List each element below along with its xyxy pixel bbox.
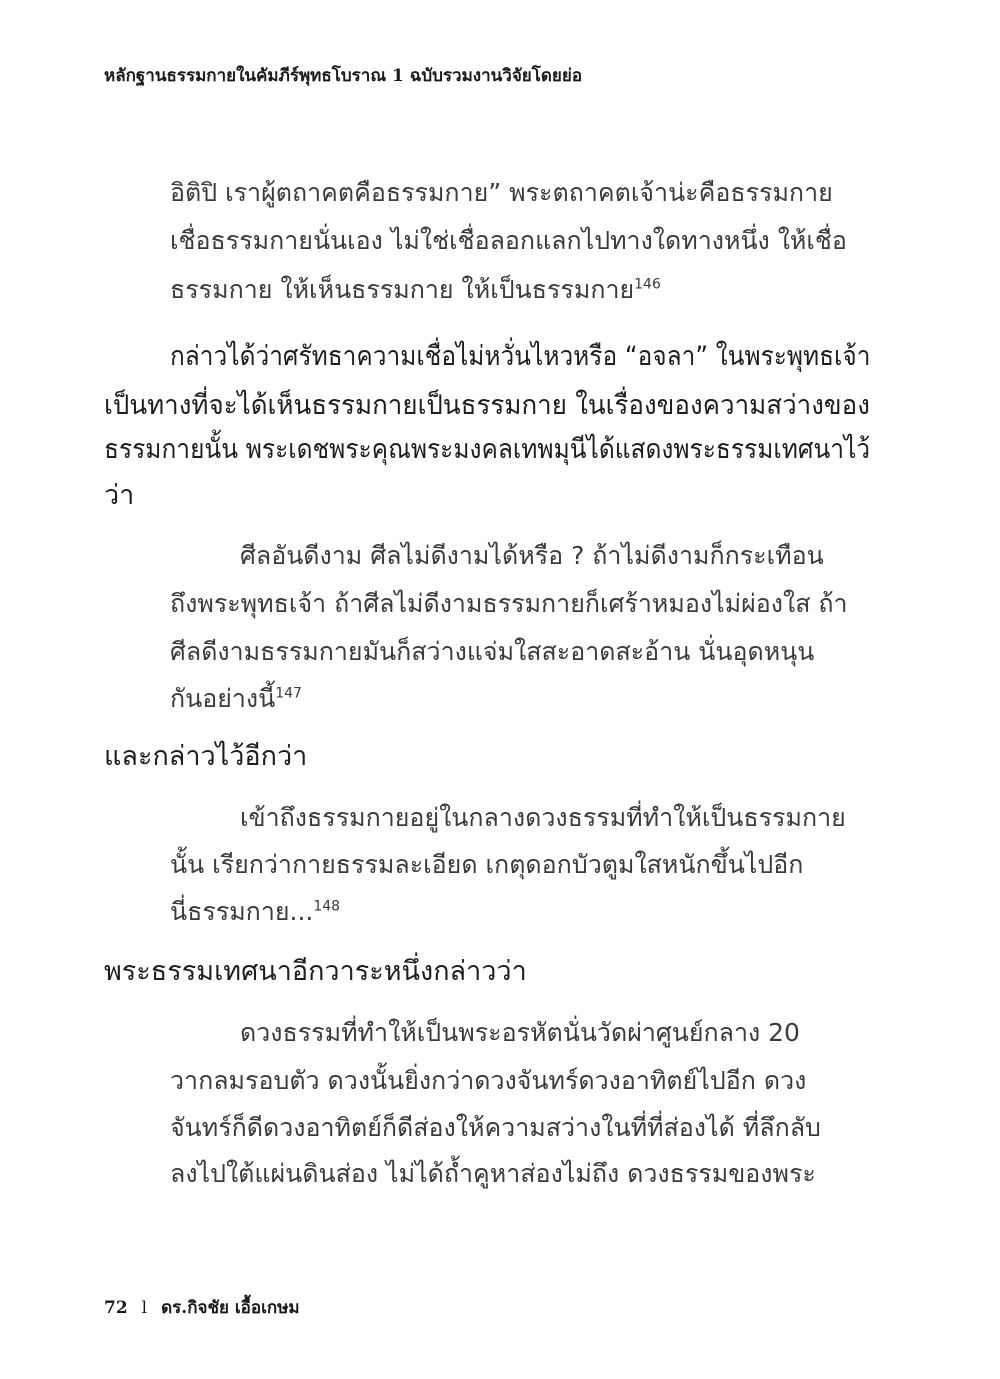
body-line: ว่า [104, 480, 135, 511]
quote-line: จันทร์ก็ดีดวงอาทิตย์ก็ดีส่องให้ความสว่างในที่ที่ส่องได้ ที่ลึกลับ [170, 1113, 821, 1142]
page-footer [104, 1294, 300, 1321]
footnote-ref: 148 [313, 898, 341, 915]
quote-line: อิติปิ เราผู้ตถาคตคือธรรมกาย” พระตถาคตเจ้าน่ะคือธรรมกาย [170, 178, 833, 207]
body-line: ธรรมกายนั้น พระเดชพระคุณพระมงคลเทพมุนีได้แสดงพระธรรมเทศนาไว้ [104, 434, 871, 465]
quote-text: นี่ธรรมกาย... [170, 897, 314, 926]
footnote-ref: 147 [275, 685, 302, 702]
quote-text: ธรรมกาย ให้เห็นธรรมกาย ให้เป็นธรรมกาย [170, 275, 635, 304]
quote-text: กันอย่างนี้ [170, 684, 276, 713]
quote-line: เข้าถึงธรรมกายอยู่ในกลางดวงธรรมที่ทำให้เป็นธรรมกาย [240, 803, 846, 832]
page-number: 72 [104, 1298, 128, 1318]
running-header: หลักฐานธรรมกายในคัมภีร์พุทธโบราณ 1 ฉบับรวมงานวิจัยโดยย่อ [104, 66, 583, 86]
quote-line: ดวงธรรมที่ทำให้เป็นพระอรหัตนั่นวัดผ่าศูนย์กลาง 20 [240, 1018, 800, 1047]
quote-line [170, 277, 661, 302]
quote-line [170, 899, 340, 924]
body-line: กล่าวได้ว่าศรัทธาความเชื่อไม่หวั่นไหวหรือ “อจลา” ในพระพุทธเจ้า [170, 341, 871, 372]
body-line: เป็นทางที่จะได้เห็นธรรมกายเป็นธรรมกาย ในเรื่องของความสว่างของ [104, 390, 870, 421]
author-name: ดร.กิจชัย เอื้อเกษม [161, 1298, 300, 1318]
quote-line: ลงไปใต้แผ่นดินส่อง ไม่ได้ถ้ำคูหาส่องไม่ถึง ดวงธรรมของพระ [170, 1159, 816, 1188]
footer-separator: l [141, 1298, 148, 1318]
quote-line: ศีลอันดีงาม ศีลไม่ดีงามได้หรือ ? ถ้าไม่ดีงามก็กระเทือน [240, 541, 824, 570]
quote-line: ศีลดีงามธรรมกายมันก็สว่างแจ่มใสสะอาดสะอ้าน นั่นอุดหนุน [170, 637, 815, 666]
body-line: และกล่าวไว้อีกว่า [104, 741, 308, 772]
quote-line [170, 686, 302, 711]
quote-line: เชื่อธรรมกายนั่นเอง ไม่ใช่เชื่อลอกแลกไปทางใดทางหนึ่ง ให้เชื่อ [170, 226, 847, 255]
footnote-ref: 146 [634, 276, 661, 293]
quote-line: วากลมรอบตัว ดวงนั้นยิ่งกว่าดวงจันทร์ดวงอาทิตย์ไปอีก ดวง [170, 1066, 807, 1095]
quote-line: นั้น เรียกว่ากายธรรมละเอียด เกตุดอกบัวตูมใสหนักขึ้นไปอีก [170, 850, 804, 879]
quote-line: ถึงพระพุทธเจ้า ถ้าศีลไม่ดีงามธรรมกายก็เศร้าหมองไม่ผ่องใส ถ้า [170, 589, 848, 618]
body-line: พระธรรมเทศนาอีกวาระหนึ่งกล่าวว่า [104, 956, 527, 987]
